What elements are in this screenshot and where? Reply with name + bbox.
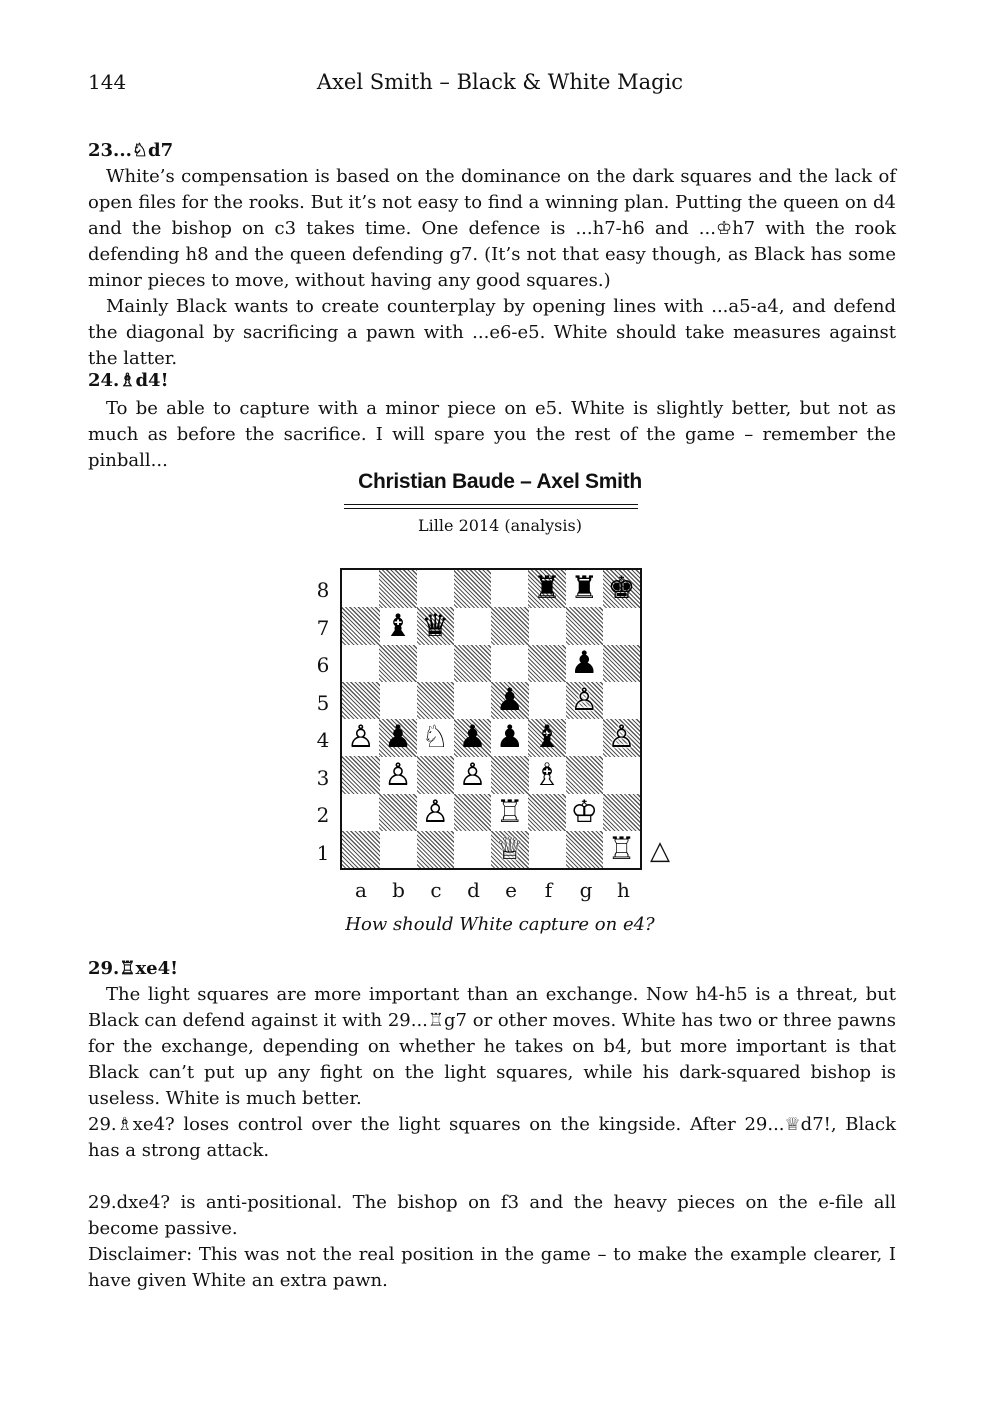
paragraph: Mainly Black wants to create counterplay by opening lines with ...a5-a4, and defend the diagonal by sacrificing a pawn with ...e6-e5. White should take measures against the latter. (88, 296, 896, 369)
move-heading-29: 29.♖xe4! (88, 958, 179, 979)
square-b4 (379, 719, 417, 757)
square-g6 (566, 645, 604, 683)
file-label: h (617, 878, 630, 902)
square-d7 (454, 607, 492, 645)
square-f7 (528, 607, 566, 645)
rank-label: 8 (316, 578, 330, 602)
square-h2 (603, 794, 641, 832)
rank-label: 5 (316, 690, 330, 715)
page-number: 144 (88, 70, 127, 94)
square-e1 (491, 831, 529, 869)
paragraph: White’s compensation is based on the dominance on the dark squares and the lack of open files for the rooks. But it’s not easy to find a winning plan. Putting the queen on d4 and the bishop on c3 takes time. One defence is ...h7-h6 and ...♔h7 with the rook defending h8 and the queen defending g7. (It’s not that easy though, as Black has some minor pieces to move, without having any good squares.) (88, 166, 896, 291)
square-d5 (454, 682, 492, 720)
square-c1 (417, 831, 455, 869)
square-e8 (491, 570, 529, 608)
square-b8 (379, 570, 417, 608)
white-rook-icon: ♖ (495, 793, 524, 830)
black-pawn-icon: ♟ (495, 719, 524, 756)
square-c3 (417, 756, 455, 794)
rank-label: 1 (316, 840, 330, 865)
rank-label: 7 (316, 615, 330, 640)
square-c7 (417, 607, 455, 645)
file-label: e (505, 878, 517, 902)
paragraph: The light squares are more important than an exchange. Now h4-h5 is a threat, but Black can defend against it with 29...♖g7 or other moves. White has two or three pawns for the exchange, depending on whether he takes on b4, but more important is that Black can’t put up any fight on the light squares, while his dark-squared bishop is useless. White is much better. (88, 984, 896, 1109)
black-pawn-icon: ♟ (495, 682, 524, 718)
square-h6 (603, 645, 641, 683)
file-label: b (392, 878, 405, 902)
white-knight-icon: ♘ (421, 719, 450, 756)
title-rule-top (344, 504, 638, 505)
square-e2 (491, 794, 529, 832)
title-rule-bottom (344, 508, 638, 509)
square-h4 (603, 719, 641, 757)
square-a1 (342, 831, 380, 869)
square-e3 (491, 756, 529, 794)
square-c4 (417, 719, 455, 757)
square-c8 (417, 570, 455, 608)
black-bishop-icon: ♝ (384, 607, 412, 644)
diagram-caption: How should White capture on e4? (345, 914, 655, 935)
square-g7 (566, 607, 604, 645)
square-g4 (566, 719, 604, 757)
file-label: d (467, 878, 480, 902)
square-d1 (454, 831, 492, 869)
square-a6 (342, 645, 380, 683)
black-king-icon: ♚ (607, 570, 636, 607)
square-e5 (491, 682, 529, 720)
square-g3 (566, 756, 604, 794)
white-rook-icon: ♖ (607, 831, 636, 867)
file-label: a (355, 878, 367, 902)
square-d2 (454, 794, 492, 832)
rank-label: 2 (316, 803, 330, 827)
rank-label: 4 (316, 728, 330, 752)
white-pawn-icon: ♙ (570, 682, 599, 718)
white-king-icon: ♔ (570, 793, 599, 830)
square-d3 (454, 756, 492, 794)
side-to-move-icon: △ (650, 836, 670, 866)
square-c5 (417, 682, 455, 720)
square-a5 (342, 682, 380, 720)
square-c2 (417, 794, 455, 832)
square-h5 (603, 682, 641, 720)
square-b5 (379, 682, 417, 720)
black-rook-icon: ♜ (570, 570, 599, 607)
square-f5 (528, 682, 566, 720)
diagram-title: Christian Baude – Axel Smith (358, 470, 642, 493)
square-g1 (566, 831, 604, 869)
square-f3 (528, 756, 566, 794)
black-pawn-icon: ♟ (458, 719, 487, 756)
square-f4 (528, 719, 566, 757)
square-g5 (566, 682, 604, 720)
white-pawn-icon: ♙ (458, 756, 487, 793)
square-a8 (342, 570, 380, 608)
move-heading-24: 24.♗d4! (88, 370, 169, 391)
white-queen-icon: ♕ (495, 831, 524, 867)
square-g8 (566, 570, 604, 608)
square-h3 (603, 756, 641, 794)
square-d8 (454, 570, 492, 608)
move-heading-23: 23...♘d7 (88, 140, 174, 161)
rank-label: 6 (316, 653, 330, 677)
paragraph: To be able to capture with a minor piece on e5. White is slightly better, but not as much as before the sacrifice. I will spare you the rest of the game – remember the pinball... (88, 398, 896, 471)
square-f6 (528, 645, 566, 683)
square-e6 (491, 645, 529, 683)
white-pawn-icon: ♙ (421, 793, 450, 830)
black-pawn-icon: ♟ (570, 644, 599, 681)
paragraph: 29.dxe4? is anti-positional. The bishop on f3 and the heavy pieces on the e-file all become passive. (88, 1192, 896, 1239)
black-rook-icon: ♜ (533, 570, 561, 607)
file-label: g (579, 878, 593, 902)
square-b1 (379, 831, 417, 869)
paragraph: 29.♗xe4? loses control over the light squares on the kingside. After 29...♕d7!, Black has a strong attack. (88, 1114, 896, 1161)
running-head: Axel Smith – Black & White Magic (316, 70, 684, 94)
white-bishop-icon: ♗ (533, 756, 561, 793)
square-b2 (379, 794, 417, 832)
square-h8 (603, 570, 641, 608)
square-a3 (342, 756, 380, 794)
square-b3 (379, 756, 417, 794)
square-h7 (603, 607, 641, 645)
black-pawn-icon: ♟ (384, 719, 412, 756)
square-b7 (379, 607, 417, 645)
square-e7 (491, 607, 529, 645)
square-a4 (342, 719, 380, 757)
rank-label: 3 (316, 765, 330, 790)
square-f2 (528, 794, 566, 832)
white-pawn-icon: ♙ (384, 756, 412, 793)
square-d4 (454, 719, 492, 757)
square-a7 (342, 607, 380, 645)
square-c6 (417, 645, 455, 683)
file-label: c (430, 878, 442, 902)
square-f8 (528, 570, 566, 608)
square-a2 (342, 794, 380, 832)
black-queen-icon: ♛ (421, 607, 450, 644)
square-f1 (528, 831, 566, 869)
square-b6 (379, 645, 417, 683)
square-e4 (491, 719, 529, 757)
black-bishop-icon: ♝ (533, 719, 561, 756)
white-pawn-icon: ♙ (346, 719, 375, 756)
diagram-subtitle: Lille 2014 (analysis) (418, 516, 582, 535)
square-g2 (566, 794, 604, 832)
square-d6 (454, 645, 492, 683)
chess-board (340, 568, 642, 870)
square-h1 (603, 831, 641, 869)
white-pawn-icon: ♙ (607, 719, 636, 756)
paragraph: Disclaimer: This was not the real position in the game – to make the example clearer, I have given White an extra pawn. (88, 1244, 896, 1291)
file-label: f (544, 878, 553, 902)
